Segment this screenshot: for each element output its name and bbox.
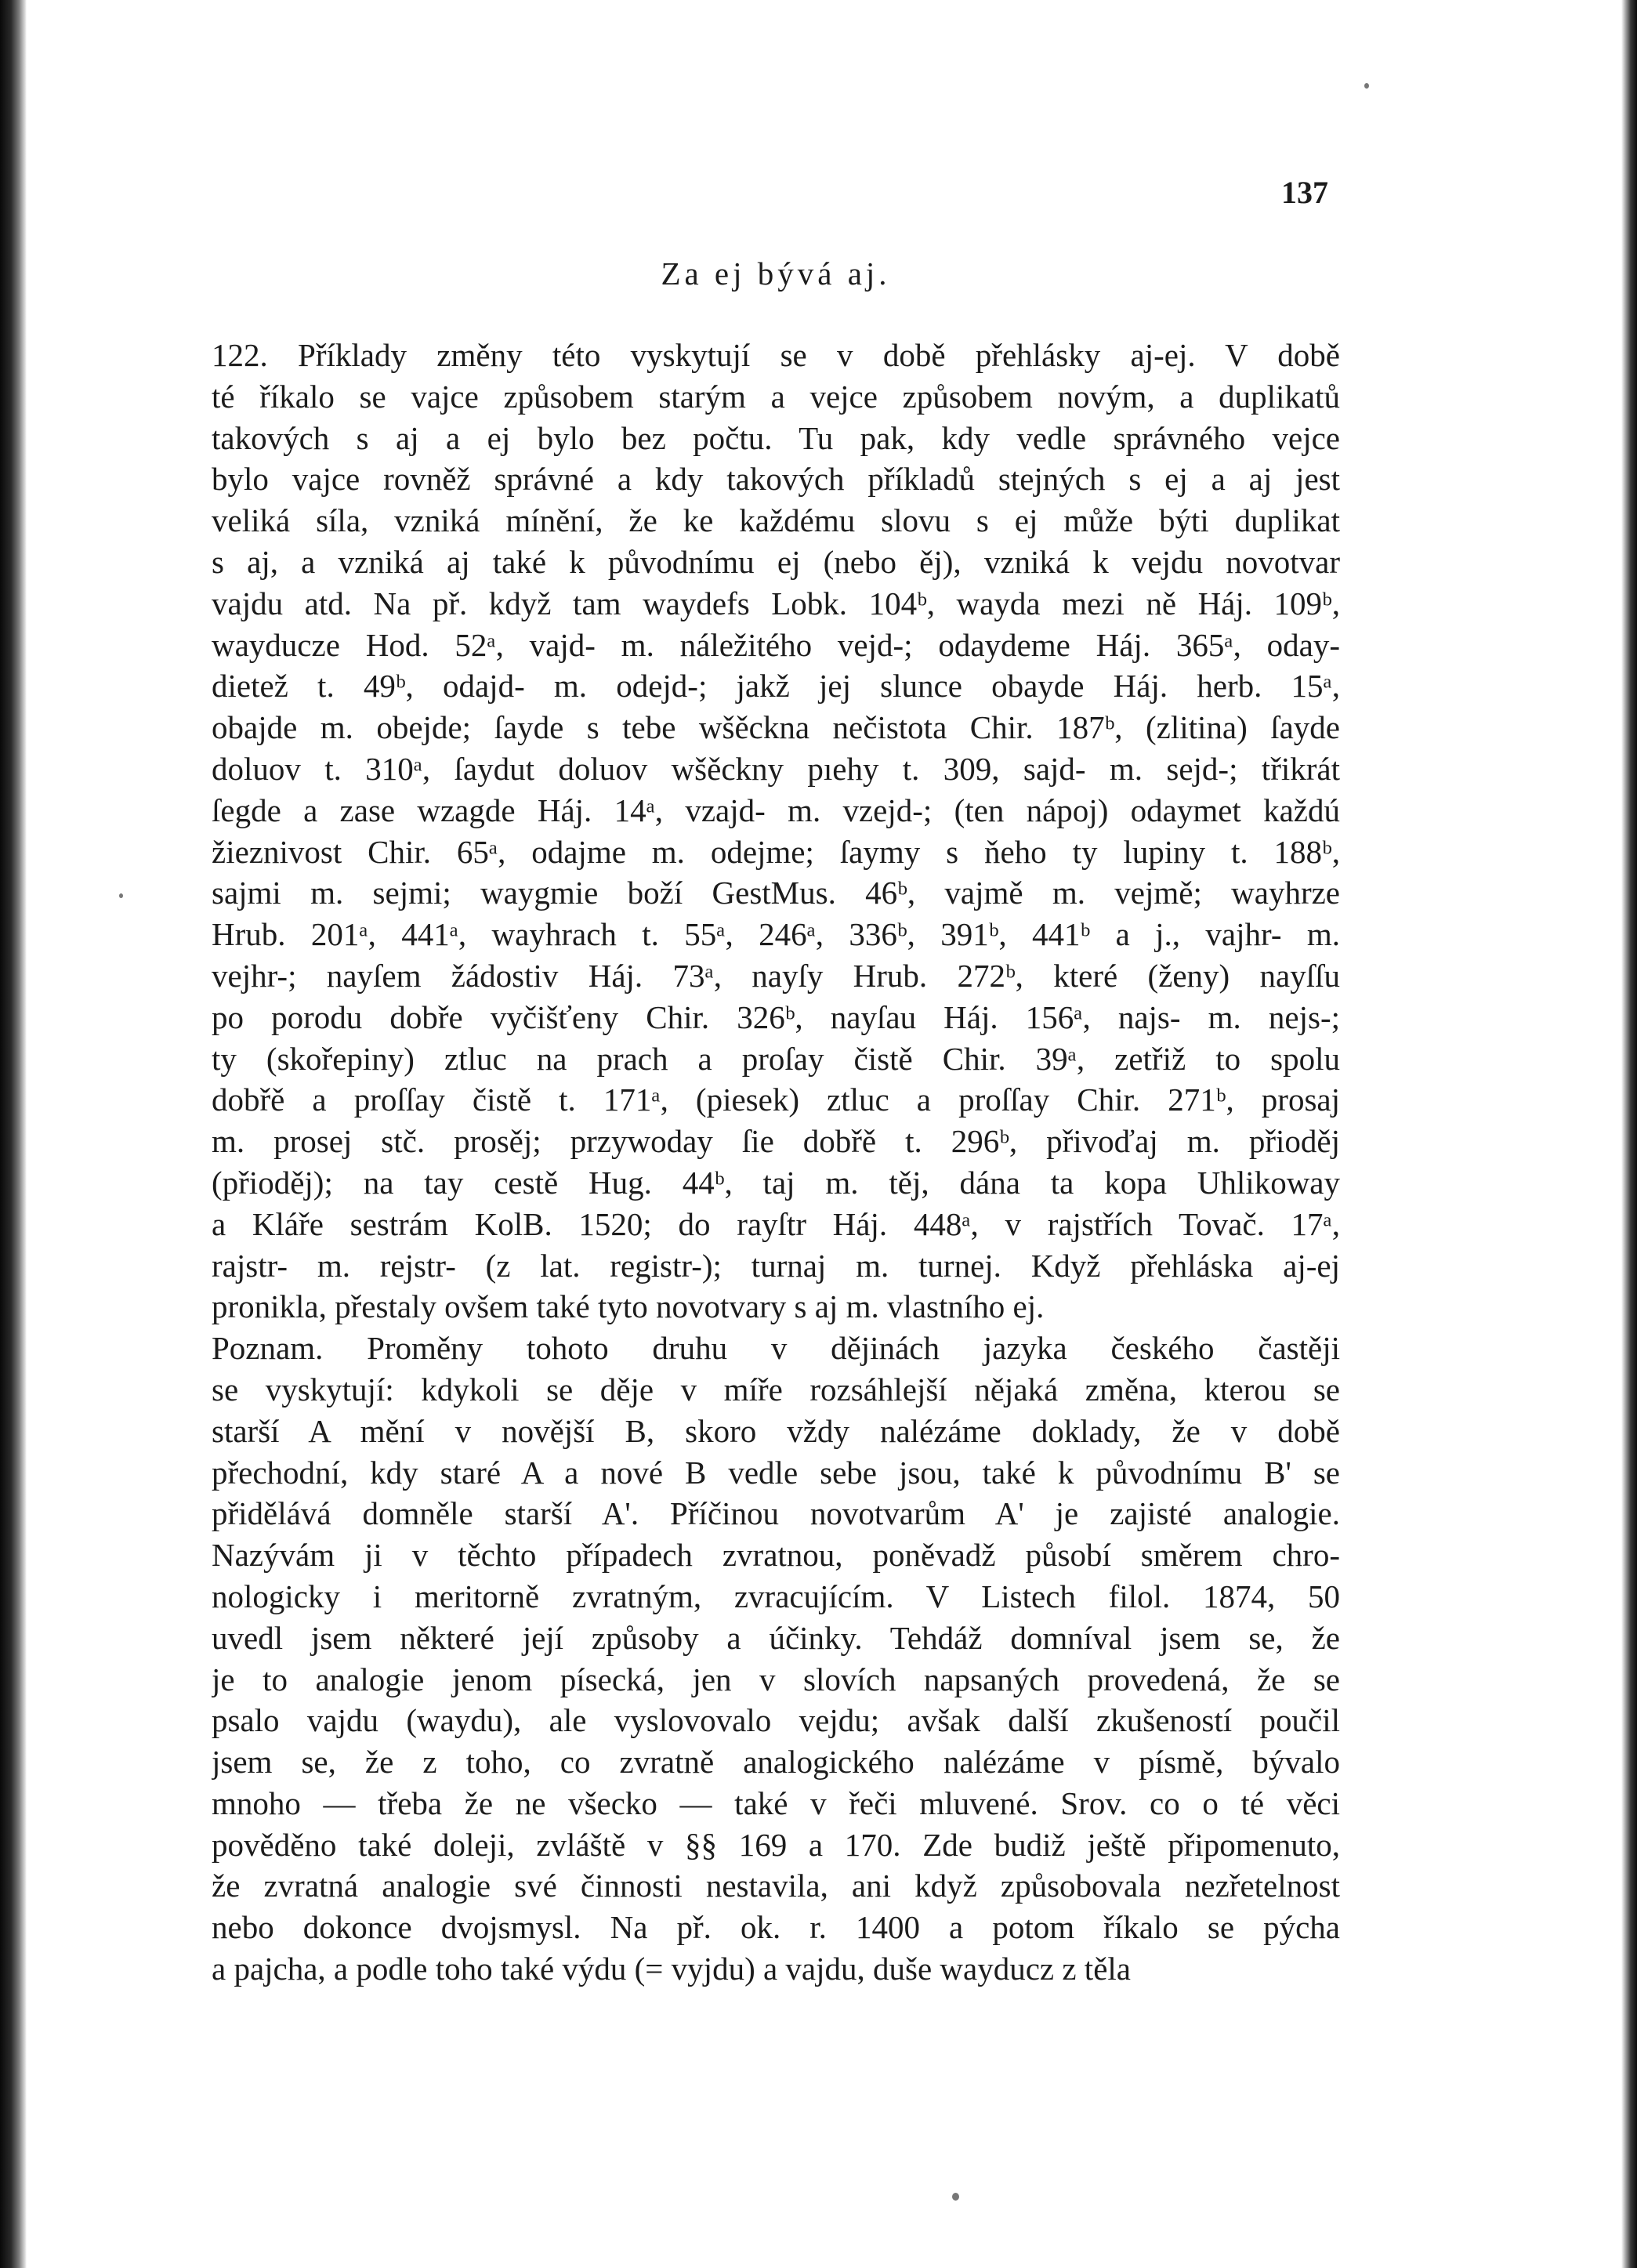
text-line: Poznam. Proměny tohoto druhu v dějinách jazyka českého častěji: [212, 1330, 1340, 1367]
text-line: nebo dokonce dvojsmysl. Na př. ok. r. 1400 a potom říkalo se pýcha: [212, 1909, 1340, 1946]
text-line: doluov t. 310ᵃ, ſaydut doluov wšěckny pıehy t. 309, sajd- m. sejd-; třikrát: [212, 750, 1340, 787]
text-line: sajmi m. sejmi; waygmie boží GestMus. 46ᵇ, vajmě m. vejmě; wayhrze: [212, 875, 1340, 911]
paragraph-122: [212, 335, 1340, 1328]
text-line: a Kláře sestrám KolB. 1520; do rayſtr Háj. 448ᵃ, v rajstřích Tovač. 17ᵃ,: [212, 1205, 1340, 1242]
text-line: přechodní, kdy staré A a nové B vedle sebe jsou, také k původnímu B' se: [212, 1454, 1340, 1491]
text-line: vejhr-; nayſem žádostiv Háj. 73ᵃ, nayſy Hrub. 272ᵇ, které (ženy) nayſſu: [212, 957, 1340, 994]
text-line: té říkalo se vajce způsobem starým a vejce způsobem novým, a duplikatů: [212, 378, 1340, 415]
text-line: rajstr- m. rejstr- (z lat. registr-); turnaj m. turnej. Když přehláska aj-ej: [212, 1247, 1340, 1284]
body-text: [212, 335, 1340, 1990]
scan-speck: [1364, 83, 1369, 89]
text-line: ſegde a zase wzagde Háj. 14ᵃ, vzajd- m. vzejd-; (ten nápoj) odaymet každú: [212, 792, 1340, 828]
page-number: 137: [1281, 175, 1328, 210]
text-line: přidělává domněle starší A'. Příčinou novotvarům A' je zajisté analogie.: [212, 1495, 1340, 1532]
scan-speck: [952, 2193, 959, 2201]
paragraph-poznam: [212, 1328, 1340, 1990]
text-line: vajdu atd. Na př. když tam waydefs Lobk. 104ᵇ, wayda mezi ně Háj. 109ᵇ,: [212, 585, 1340, 621]
scan-left-edge: [0, 0, 27, 2268]
text-line: jsem se, že z toho, co zvratně analogického nalézáme v písmě, bývalo: [212, 1744, 1340, 1781]
text-line: žieznivost Chir. 65ᵃ, odajme m. odejme; ſaymy s ňeho ty lupiny t. 188ᵇ,: [212, 833, 1340, 870]
text-line: se vyskytují: kdykoli se děje v míře rozsáhlejší nějaká změna, kterou se: [212, 1371, 1340, 1408]
text-line: obajde m. obejde; ſayde s tebe wšěckna nečistota Chir. 187ᵇ, (zlitina) ſayde: [212, 709, 1340, 746]
text-line: dietež t. 49ᵇ, odajd- m. odejd-; jakž jej slunce obayde Háj. herb. 15ᵃ,: [212, 668, 1340, 705]
text-line: takových s aj a ej bylo bez počtu. Tu pak, kdy vedle správného vejce: [212, 419, 1340, 456]
text-line: mnoho — třeba že ne všecko — také v řeči mluvené. Srov. co o té věci: [212, 1784, 1340, 1821]
text-line: veliká síla, vzniká mínění, že ke každému slovu s ej může býti duplikat: [212, 502, 1340, 539]
text-line: s aj, a vzniká aj také k původnímu ej (nebo ěj), vzniká k vejdu novotvar: [212, 543, 1340, 580]
text-line: wayducze Hod. 52ᵃ, vajd- m. náležitého vejd-; odaydeme Háj. 365ᵃ, oday-: [212, 626, 1340, 663]
text-line: 122. Příklady změny této vyskytují se v době přehlásky aj-ej. V době: [212, 337, 1340, 373]
text-line: uvedl jsem některé její způsoby a účinky. Tehdáž domníval jsem se, že: [212, 1619, 1340, 1656]
text-line: ty (skořepiny) ztluc na prach a proſay čistě Chir. 39ᵃ, zetřiž to spolu: [212, 1040, 1340, 1077]
text-line: Nazývám ji v těchto případech zvratnou, poněvadž působí směrem chro-: [212, 1537, 1340, 1574]
text-line: Hrub. 201ᵃ, 441ᵃ, wayhrach t. 55ᵃ, 246ᵃ, 336ᵇ, 391ᵇ, 441ᵇ a j., vajhr- m.: [212, 916, 1340, 953]
text-line: pronikla, přestaly ovšem také tyto novotvary s aj m. vlastního ej.: [212, 1288, 1045, 1325]
text-line: psalo vajdu (waydu), ale vyslovovalo vejdu; avšak další zkušeností poučil: [212, 1702, 1340, 1739]
scan-right-edge: [1621, 0, 1637, 2268]
text-line: je to analogie jenom písecká, jen v slovích napsaných provedená, že se: [212, 1661, 1340, 1697]
text-line: že zvratná analogie své činnosti nestavila, ani když způsobovala nezřetelnost: [212, 1868, 1340, 1904]
text-line: bylo vajce rovněž správné a kdy takových příkladů stejných s ej a aj jest: [212, 461, 1340, 498]
text-line: a pajcha, a podle toho také výdu (= vyjdu) a vajdu, duše wayducz z těla: [212, 1951, 1131, 1987]
section-heading: Za ej bývá aj.: [661, 255, 891, 292]
text-line: (přioděj); na tay cestě Hug. 44ᵇ, taj m. těj, dána ta kopa Uhlikoway: [212, 1164, 1340, 1201]
text-line: m. prosej stč. prosěj; przywoday ſie dobřě t. 296ᵇ, přivoďaj m. přioděj: [212, 1123, 1340, 1160]
text-line: starší A mění v novější B, skoro vždy nalézáme doklady, že v době: [212, 1412, 1340, 1449]
scan-speck: [119, 893, 123, 898]
text-line: dobřě a proſſay čistě t. 171ᵃ, (piesek) ztluc a proſſay Chir. 271ᵇ, prosaj: [212, 1081, 1340, 1118]
text-line: po porodu dobře vyčišťeny Chir. 326ᵇ, nayſau Háj. 156ᵃ, najs- m. nejs-;: [212, 998, 1340, 1035]
text-line: nologicky i meritorně zvratným, zvracujícím. V Listech filol. 1874, 50: [212, 1578, 1340, 1614]
text-line: pověděno také doleji, zvláště v §§ 169 a 170. Zde budiž ještě připomenuto,: [212, 1826, 1340, 1863]
